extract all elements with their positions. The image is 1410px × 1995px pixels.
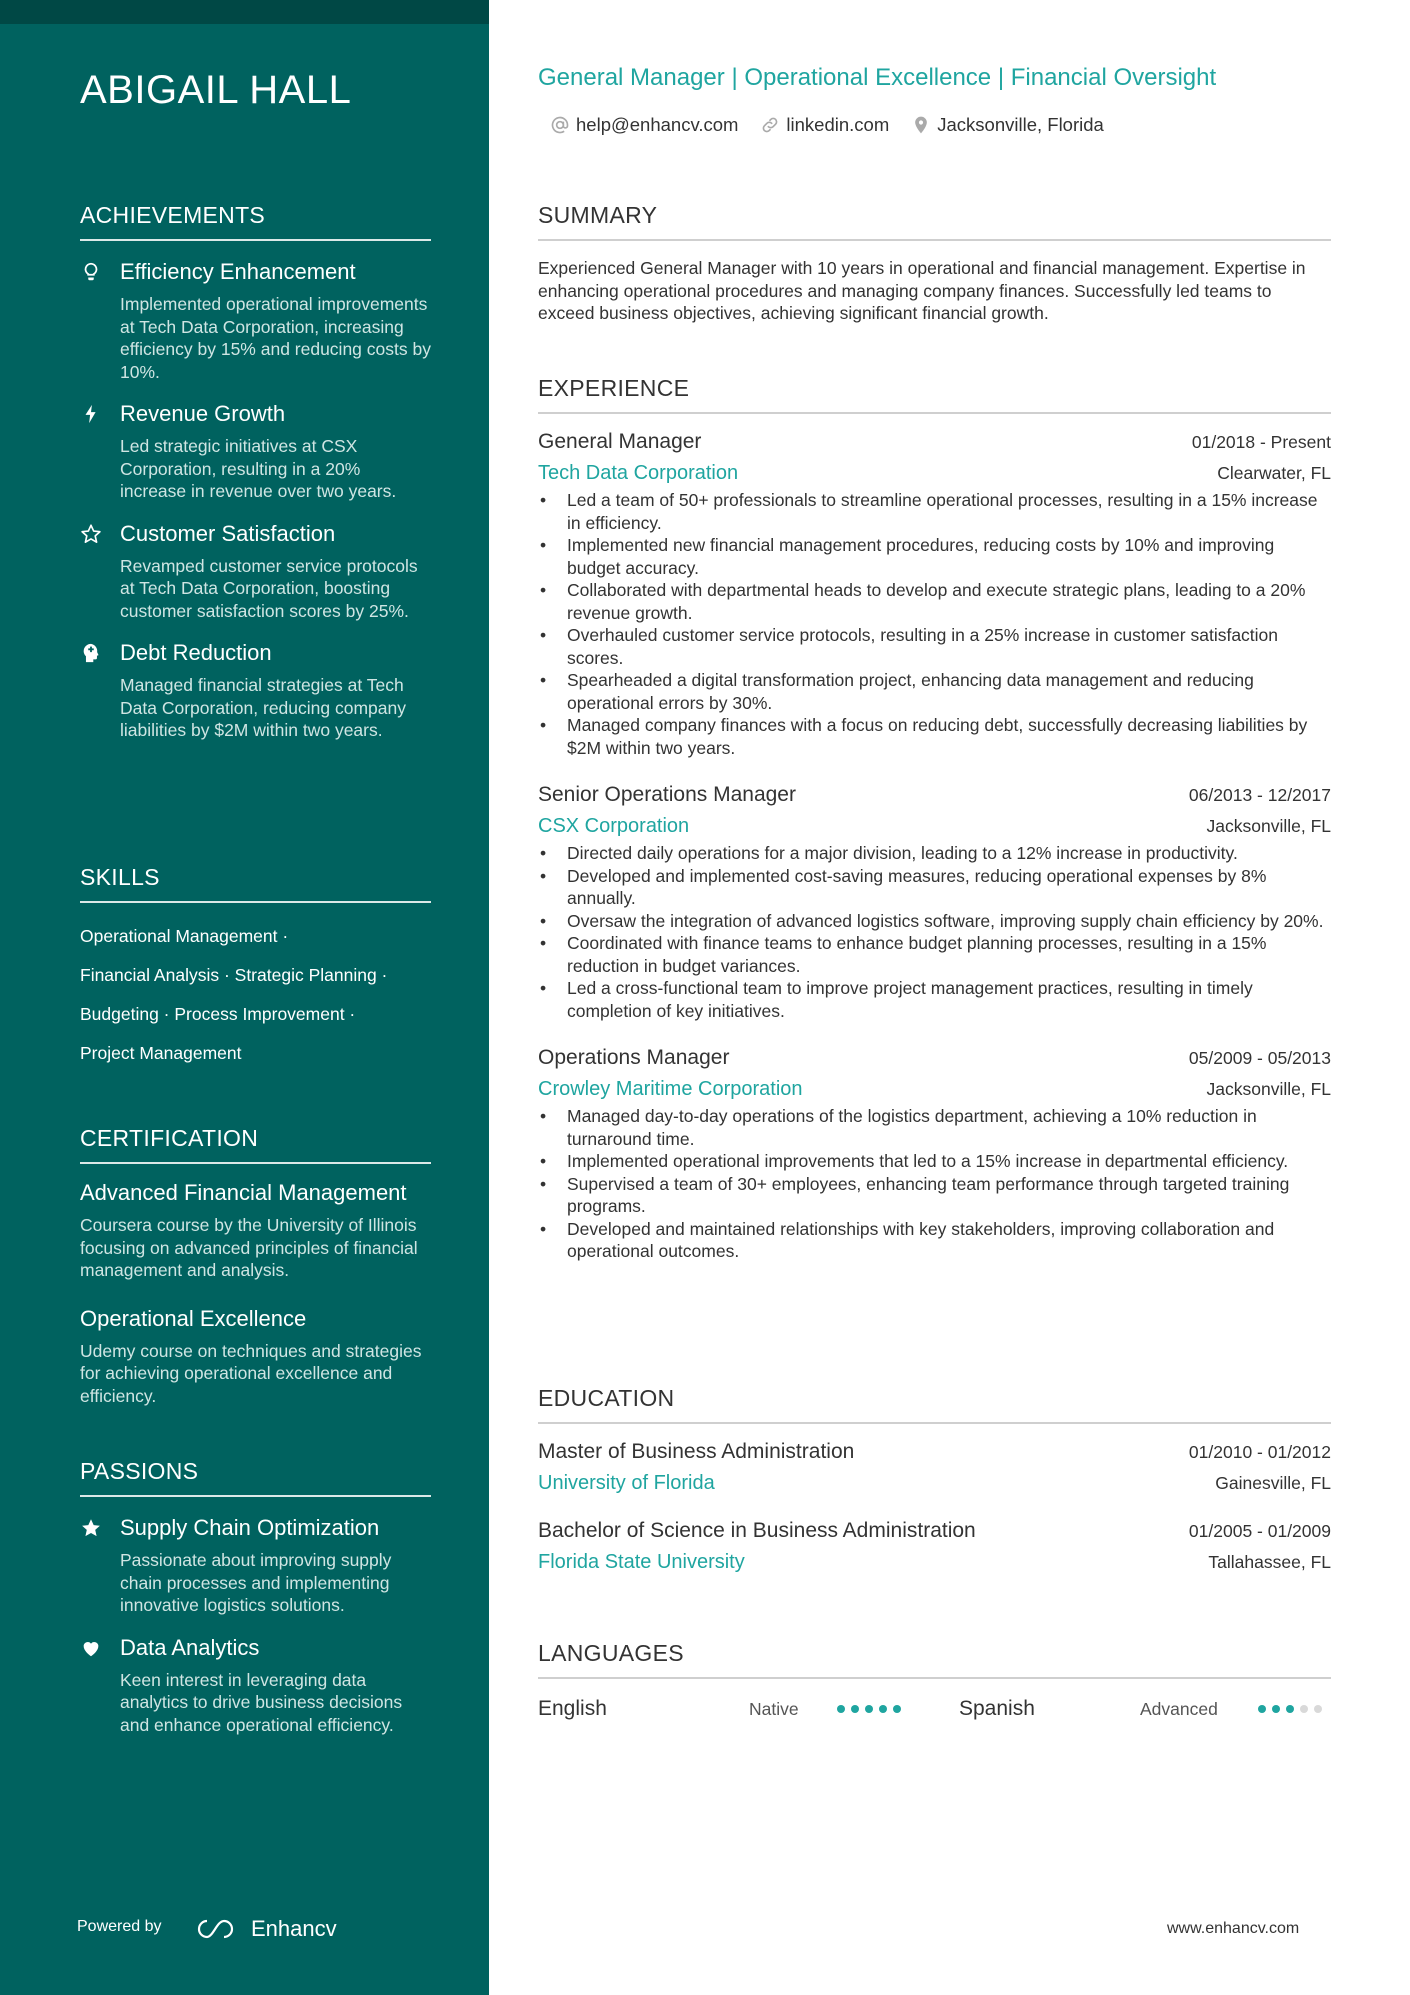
skill-line: Project Management [80,1043,242,1063]
at-icon [550,115,570,135]
job-entry [538,430,1331,759]
passion-title: Supply Chain Optimization [120,1515,380,1540]
achievement-item [80,521,431,623]
skill-line: Operational Management · [80,926,289,946]
job-location: Jacksonville, FL [1206,1079,1331,1099]
bullet: • Developed and maintained relationships with key stakeholders, improving collaboration and operational outcomes. [538,1218,1331,1263]
job-dates: 05/2009 - 05/2013 [1188,1048,1331,1068]
bullet: • Supervised a team of 30+ employees, enhancing team performance through targeted training programs. [538,1173,1331,1218]
certification-desc: Coursera course by the University of Illinois focusing on advanced principles of financial management and analysis. [80,1215,418,1280]
job-title: Senior Operations Manager [538,783,796,806]
skills-list [80,917,431,1073]
certification-heading: CERTIFICATION [80,1125,431,1164]
education-location: Tallahassee, FL [1208,1552,1331,1572]
linkedin-text: linkedin.com [786,114,890,135]
language-level: Native [749,1698,799,1719]
head-brain-icon [80,642,102,664]
heart-icon [80,1637,102,1659]
bullet: • Overhauled customer service protocols, resulting in a 25% increase in customer satisfaction scores. [538,624,1331,669]
rating-dot-filled [1286,1705,1294,1713]
job-dates: 06/2013 - 12/2017 [1188,785,1331,805]
contact-location [911,114,1104,136]
summary-text: Experienced General Manager with 10 years in operational and financial management. Expertise in enhancing operational procedures and managing company finances. Successfully led teams to exceed business objectives, achieving significant financial growth. [538,258,1306,323]
achievements-section [80,202,431,742]
candidate-name: ABIGAIL HALL [80,68,352,112]
passions-section [80,1458,431,1736]
achievements-heading: ACHIEVEMENTS [80,202,431,241]
passion-desc: Keen interest in leveraging data analytics to drive business decisions and enhance operational efficiency. [120,1669,403,1735]
experience-heading: EXPERIENCE [538,375,1331,414]
job-location: Jacksonville, FL [1206,816,1331,836]
passion-item [80,1515,431,1617]
job-bullets [538,1105,1331,1263]
location-pin-icon [911,115,931,135]
contact-bar [550,114,1126,136]
bullet: • Oversaw the integration of advanced logistics software, improving supply chain efficiency by 20%. [538,910,1331,933]
experience-section [538,375,1331,1263]
certification-desc: Udemy course on techniques and strategies for achieving operational excellence and efficiency. [80,1340,422,1406]
rating-dot-empty [1314,1705,1322,1713]
certification-item [80,1180,431,1282]
location-text: Jacksonville, Florida [937,114,1104,135]
contact-linkedin[interactable] [760,114,889,136]
bullet: • Led a cross-functional team to improve project management practices, resulting in timely completion of key initiatives. [538,977,1331,1022]
language-level: Advanced [1140,1698,1218,1719]
language-name: Spanish [959,1697,1035,1720]
language-rating [1258,1705,1328,1713]
lightbulb-icon [80,261,102,283]
rating-dot-filled [865,1705,873,1713]
language-name: English [538,1697,607,1720]
certification-item [80,1306,431,1408]
education-dates: 01/2005 - 01/2009 [1188,1521,1331,1541]
skills-heading: SKILLS [80,864,431,903]
enhancv-logo[interactable] [195,1913,337,1945]
bolt-icon [80,403,102,425]
job-bullets [538,842,1331,1022]
education-location: Gainesville, FL [1215,1473,1331,1493]
enhancv-brand-name: Enhancv [251,1916,337,1941]
rating-dot-filled [879,1705,887,1713]
contact-email[interactable] [550,114,738,136]
achievement-title: Debt Reduction [120,640,272,665]
job-dates: 01/2018 - Present [1191,432,1331,452]
job-bullets [538,489,1331,759]
email-text: help@enhancv.com [576,114,739,135]
achievement-item [80,640,431,742]
job-entry [538,1046,1331,1263]
languages-heading: LANGUAGES [538,1640,1331,1679]
rating-dot-empty [1300,1705,1308,1713]
headline: General Manager | Operational Excellence | Financial Oversight [538,64,1217,91]
certification-title: Operational Excellence [80,1305,307,1331]
bullet: • Implemented operational improvements that led to a 15% increase in departmental efficiency. [538,1150,1331,1173]
summary-section [538,202,1331,325]
passion-item [80,1635,431,1737]
skill-line: Budgeting · Process Improvement · [80,1004,356,1024]
rating-dot-filled [1272,1705,1280,1713]
star-outline-icon [80,523,102,545]
achievement-title: Revenue Growth [120,401,286,426]
bullet: • Spearheaded a digital transformation project, enhancing data management and reducing operational errors by 30%. [538,669,1331,714]
languages-row [538,1695,1331,1723]
star-filled-icon [80,1517,102,1539]
education-dates: 01/2010 - 01/2012 [1188,1442,1331,1462]
bullet: • Led a team of 50+ professionals to streamline operational processes, resulting in a 15% increase in efficiency. [538,489,1331,534]
job-company: Tech Data Corporation [538,462,739,484]
bullet: • Implemented new financial management procedures, reducing costs by 10% and improving budget accuracy. [538,534,1331,579]
summary-heading: SUMMARY [538,202,1331,241]
achievement-desc: Led strategic initiatives at CSX Corporation, resulting in a 20% increase in revenue over two years. [120,436,397,501]
degree: Bachelor of Science in Business Administration [538,1519,976,1542]
rating-dot-filled [851,1705,859,1713]
bullet: • Managed day-to-day operations of the logistics department, achieving a 10% reduction in turnaround time. [538,1105,1331,1150]
website-link[interactable]: www.enhancv.com [1167,1920,1300,1937]
education-entry [538,1440,1331,1495]
bullet: • Collaborated with departmental heads to develop and execute strategic plans, leading to a 20% revenue growth. [538,579,1331,624]
enhancv-logo-icon [195,1917,241,1941]
rating-dot-filled [837,1705,845,1713]
achievement-item [80,401,431,503]
link-icon [760,115,780,135]
school: University of Florida [538,1472,715,1494]
passions-heading: PASSIONS [80,1458,431,1497]
job-title: General Manager [538,430,702,453]
bullet: • Developed and implemented cost-saving measures, reducing operational expenses by 8% annually. [538,865,1331,910]
education-entry [538,1519,1331,1574]
bullet: • Managed company finances with a focus on reducing debt, successfully decreasing liabilities by $2M within two years. [538,714,1331,759]
job-company: CSX Corporation [538,815,690,837]
achievement-desc: Revamped customer service protocols at Tech Data Corporation, boosting customer satisfaction scores by 25%. [120,555,418,621]
degree: Master of Business Administration [538,1440,855,1463]
sidebar-top-bar [0,0,489,24]
certification-title: Advanced Financial Management [80,1180,407,1205]
rating-dot-filled [1258,1705,1266,1713]
passion-desc: Passionate about improving supply chain processes and implementing innovative logistics solutions. [120,1550,392,1615]
languages-section [538,1640,1331,1723]
education-heading: EDUCATION [538,1385,1331,1424]
achievement-item [80,259,431,383]
skill-line: Financial Analysis · Strategic Planning · [80,965,388,985]
bullet: • Coordinated with finance teams to enhance budget planning processes, resulting in a 15% reduction in budget variances. [538,932,1331,977]
sidebar [0,0,489,1995]
skills-section [80,864,431,1073]
job-company: Crowley Maritime Corporation [538,1078,803,1100]
school: Florida State University [538,1551,745,1573]
job-entry [538,783,1331,1022]
job-location: Clearwater, FL [1217,463,1331,483]
language-rating [837,1705,959,1713]
bullet: • Directed daily operations for a major division, leading to a 12% increase in productivity. [538,842,1331,865]
achievement-desc: Managed financial strategies at Tech Data Corporation, reducing company liabilities by $2M within two years. [120,675,406,740]
job-title: Operations Manager [538,1046,730,1069]
certification-section [80,1125,431,1431]
achievement-title: Efficiency Enhancement [120,259,356,284]
powered-by-label: Powered by [77,1918,162,1935]
education-section [538,1385,1331,1598]
rating-dot-filled [893,1705,901,1713]
achievement-desc: Implemented operational improvements at Tech Data Corporation, increasing efficiency by 15% and reducing costs by 10%. [120,294,431,382]
achievement-title: Customer Satisfaction [120,520,336,546]
passion-title: Data Analytics [120,1634,260,1660]
